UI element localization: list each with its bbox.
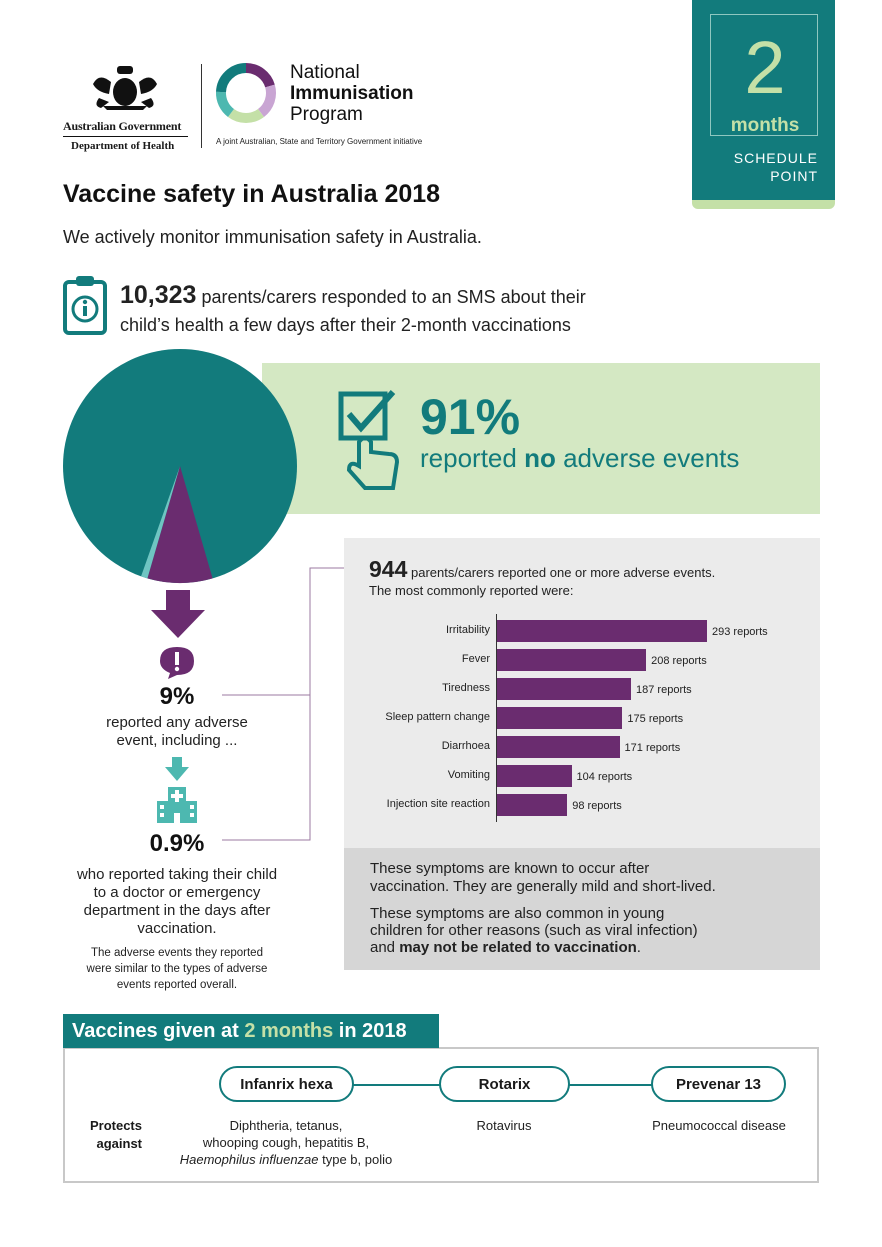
- note-p2-line3: [370, 939, 641, 957]
- no-adverse-text: [420, 443, 739, 474]
- adverse-events-bar-chart: [290, 612, 810, 822]
- bar-label: Tiredness: [442, 682, 490, 694]
- pie-chart: [60, 346, 300, 586]
- doctor-note1: The adverse events they reported: [91, 947, 263, 959]
- doctor-line4: vaccination.: [137, 920, 217, 937]
- bar-value-label: 171 reports: [624, 742, 681, 754]
- note-after: .: [636, 939, 641, 956]
- adverse-line1: reported any adverse: [106, 714, 248, 731]
- nip-title: [290, 62, 414, 125]
- bar: [497, 620, 707, 642]
- badge-label-2: POINT: [770, 168, 818, 184]
- nip-tagline: A joint Australian, State and Territory Government initiative: [216, 137, 423, 146]
- vaccines-heading-before: Vaccines given at: [72, 1020, 245, 1042]
- gov-name: Australian Government: [63, 119, 188, 137]
- prevenar-protects: Pneumococcal disease: [652, 1118, 786, 1133]
- badge-number: 2: [744, 26, 786, 109]
- bar-label: Vomiting: [447, 769, 490, 781]
- vaccines-heading-after: in 2018: [333, 1020, 407, 1042]
- vaccine-rotarix: Rotarix: [439, 1066, 570, 1102]
- bar: [497, 649, 646, 671]
- infanrix-protects-3-rest: type b, polio: [318, 1152, 393, 1167]
- nip-ring-logo-icon: [215, 62, 277, 124]
- events-count: 944: [369, 556, 408, 582]
- page-subtitle: We actively monitor immunisation safety in Australia.: [63, 227, 482, 247]
- no-adverse-after: adverse events: [555, 443, 740, 473]
- gov-logo: [63, 62, 188, 152]
- nip-line1: National: [290, 62, 360, 83]
- vaccine-connector-1: [352, 1084, 442, 1086]
- events-line2: The most commonly reported were:: [369, 583, 574, 598]
- infanrix-protects-1: Diphtheria, tetanus,: [229, 1118, 343, 1133]
- doctor-line1: who reported taking their child: [76, 866, 278, 883]
- responses-count: 10,323: [120, 281, 197, 309]
- vaccine-infanrix-hexa: Infanrix hexa: [219, 1066, 354, 1102]
- bar-label: Sleep pattern change: [385, 711, 490, 723]
- no-adverse-bold: no: [524, 443, 556, 473]
- note-p1-line1: These symptoms are known to occur after: [370, 860, 650, 877]
- bar-value-label: 187 reports: [636, 684, 692, 696]
- vaccines-heading: [63, 1014, 439, 1048]
- nip-line2: Immunisation: [290, 83, 414, 104]
- small-down-arrow-icon: [165, 757, 189, 781]
- doctor-note3: events reported overall.: [116, 979, 238, 991]
- vaccine-connector-2: [568, 1084, 654, 1086]
- doctor-note2: were similar to the types of adverse: [86, 963, 268, 975]
- responses-text: parents/carers responded to an SMS about their: [201, 287, 586, 307]
- protects-label: [70, 1117, 142, 1153]
- bar: [497, 794, 567, 816]
- logo-divider: [201, 64, 202, 148]
- events-text: parents/carers reported one or more adverse events.: [411, 565, 716, 580]
- bar-value-label: 208 reports: [651, 655, 707, 667]
- note-p2-line1: These symptoms are also common in young: [370, 905, 665, 922]
- protects-line1: Protects: [89, 1118, 142, 1133]
- bar-label: Fever: [461, 653, 490, 665]
- bar-value-label: 104 reports: [576, 771, 633, 783]
- checkbox-hand-icon: [337, 390, 407, 492]
- doctor-percent: 0.9%: [149, 830, 205, 857]
- infanrix-protects-3-italic: Haemophilus influenzae: [179, 1152, 319, 1167]
- doctor-line3: department in the days after: [83, 902, 271, 919]
- protects-line2: against: [96, 1136, 142, 1151]
- bar: [497, 707, 622, 729]
- bar: [497, 765, 572, 787]
- note-p1-line2: vaccination. They are generally mild and short-lived.: [370, 878, 716, 895]
- no-adverse-before: reported: [420, 443, 525, 473]
- note-p2-line2: children for other reasons (such as viral infection): [370, 922, 698, 939]
- badge-label-1: SCHEDULE: [733, 150, 818, 166]
- events-line1: [369, 556, 715, 583]
- responses-line2: child’s health a few days after their 2-month vaccinations: [120, 315, 571, 335]
- bar-value-label: 293 reports: [712, 626, 768, 638]
- note-bold: may not be related to vaccination: [399, 939, 637, 956]
- bar-value-label: 98 reports: [572, 800, 622, 812]
- responses-line1: [120, 281, 586, 311]
- clipboard-info-icon: [62, 274, 108, 336]
- infanrix-protects-3: [166, 1151, 406, 1168]
- alert-bubble-icon: [158, 645, 196, 681]
- down-arrow-icon: [151, 590, 205, 638]
- hospital-icon: [155, 785, 199, 825]
- bar-label: Diarrhoea: [441, 740, 490, 752]
- bar: [497, 736, 620, 758]
- page-title: Vaccine safety in Australia 2018: [63, 180, 441, 208]
- adverse-line2: event, including ...: [116, 732, 238, 749]
- gov-department: Department of Health: [71, 140, 175, 152]
- badge-frame: [710, 14, 818, 136]
- nip-line3: Program: [290, 104, 363, 125]
- badge-unit: months: [730, 115, 800, 136]
- infanrix-protects: [166, 1117, 406, 1168]
- bar-label: Injection site reaction: [386, 798, 490, 810]
- vaccine-prevenar-13: Prevenar 13: [651, 1066, 786, 1102]
- bar-label: Irritability: [445, 624, 490, 636]
- bar-value-label: 175 reports: [627, 713, 684, 725]
- doctor-line2: to a doctor or emergency: [93, 884, 261, 901]
- coat-of-arms-icon: [63, 62, 188, 112]
- infanrix-protects-2: whooping cough, hepatitis B,: [202, 1135, 370, 1150]
- note-before: and: [370, 939, 400, 956]
- vaccines-heading-highlight: 2 months: [244, 1020, 334, 1042]
- no-adverse-percent: 91%: [420, 389, 521, 445]
- adverse-percent: 9%: [159, 683, 195, 710]
- rotarix-protects: Rotavirus: [476, 1118, 532, 1133]
- bar: [497, 678, 631, 700]
